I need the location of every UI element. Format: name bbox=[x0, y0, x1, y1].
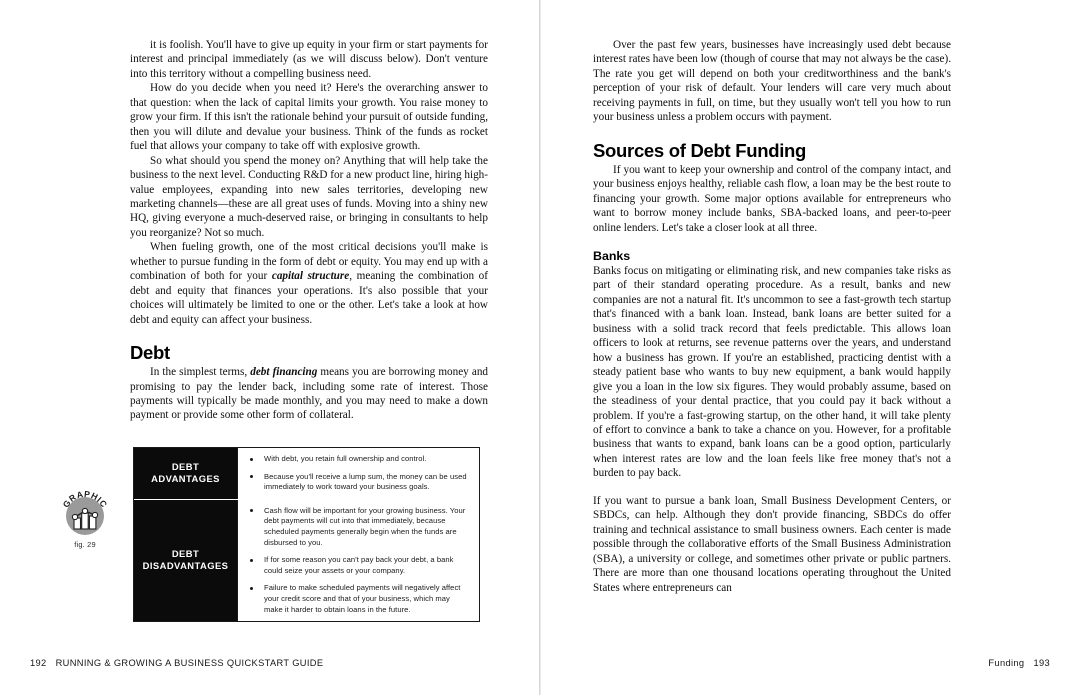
list-item-text: Cash flow will be important for your growing business. Your debt payments will cut into that immediately, because scheduled payments generally begin when the funds are disbursed to you. bbox=[264, 505, 466, 547]
heading-banks: Banks bbox=[593, 248, 631, 263]
row-label-debt-advantages bbox=[134, 448, 237, 499]
bullet-dot-icon bbox=[250, 587, 253, 590]
text-before-emphasis: When fueling growth, one of the most critical decisions you'll make is whether to pursue funding in the form of debt or equity. You may end up with a combination of both for your bbox=[130, 241, 488, 283]
paragraph: How do you decide when you need it? Here's the overarching answer to that question: when the lack of capital limits your growth. You raise money to grow your firm. If this isn't the rationale behind your pursuit of outside funding, then you will dilute and devalue your business. Think of the funds as rocket fuel that allows your company to take off with explosive growth. bbox=[130, 82, 488, 153]
bar-chart-line-icon bbox=[59, 486, 111, 538]
row-body-debt-advantages bbox=[237, 448, 479, 499]
running-title: RUNNING & GROWING A BUSINESS QUICKSTART GUIDE bbox=[55, 658, 324, 668]
heading-debt: Debt bbox=[130, 342, 170, 364]
badge-arc-label: GRAPHIC bbox=[60, 488, 110, 510]
paragraph: it is foolish. You'll have to give up equity in your firm or start payments for interest and principal immediately (as we will discuss below). Don't venture into this territory without a compelling business need. bbox=[130, 39, 488, 80]
paragraph-banks-1: Banks focus on mitigating or eliminating risk, and new companies take risks as part of their standard operating procedure. As a result, banks and new companies are not a natural fit. It's uncommon to see a fast-growth tech startup that's financed with a bank loan. Instead, bank loans are better suited for a business with a solid track record that feels predictable. This allows loan officers to look at returns, see revenue patterns over the years, and understand how a business has grown. If you're an established, practicing dentist with a steady patient base who wants to buy new equipment, a bank would happily give you a loan in the low six figures. They would probably assume, based on the steadiness of your dental practice, that you could pay it back without a problem. If you're a fast-growing startup, on the other hand, it will take plenty of effort to convince a bank to take a chance on you. However, for a profitable business that wants to expand, bank loans can be a good option, particularly when interest rates are low and the loan feels like free money that's not a burden to pay back. bbox=[593, 264, 951, 480]
bullet-list bbox=[246, 506, 469, 615]
label-line-2: DISADVANTAGES bbox=[142, 560, 229, 572]
page-number: 192 bbox=[30, 658, 47, 668]
list-item bbox=[246, 472, 469, 493]
bullet-dot-icon bbox=[250, 559, 253, 562]
list-item-text: With debt, you retain full ownership and control. bbox=[264, 454, 427, 463]
right-page bbox=[540, 0, 1080, 695]
left-page-text-column bbox=[130, 38, 488, 423]
bullet-dot-icon bbox=[250, 475, 253, 478]
list-item-text: Because you'll receive a lump sum, the money can be used immediately to work toward your business goals. bbox=[264, 471, 467, 492]
bullet-list bbox=[246, 454, 469, 493]
row-body-debt-disadvantages bbox=[237, 500, 479, 621]
text-after-emphasis: means you are borrowing money and promising to pay the lender back, including some rate of interest. Those payments will typically be made monthly, and you may need to make a down payment or provide some other form of collateral. bbox=[130, 366, 489, 422]
bullet-dot-icon bbox=[250, 509, 253, 512]
graphic-badge bbox=[56, 486, 114, 549]
right-page-footer bbox=[988, 658, 1050, 668]
list-item bbox=[246, 506, 469, 548]
label-line-1: DEBT bbox=[171, 461, 200, 473]
list-item bbox=[246, 454, 469, 465]
bullet-dot-icon bbox=[250, 458, 253, 461]
list-item-text: If for some reason you can't pay back your debt, a bank could seize your assets or your company. bbox=[264, 555, 454, 575]
right-page-text-column bbox=[593, 38, 951, 595]
emphasis-debt-financing: debt financing bbox=[250, 366, 318, 379]
table-row-disadvantages bbox=[134, 499, 479, 621]
figure-label: fig. 29 bbox=[74, 540, 96, 549]
paragraph-banks-2: If you want to pursue a bank loan, Small Business Development Centers, or SBDCs, can help. Although they don't provide financing, SBDCs do offer training and technical assistance to small business owners. Each center is made possible through the collaborative efforts of the Small Business Administration (SBA), a university or college, and sometimes other private or public partners. There are more than one thousand locations operating throughout the United States where entrepreneurs can bbox=[593, 494, 951, 594]
list-item bbox=[246, 555, 469, 576]
paragraph-sources: If you want to keep your ownership and control of the company intact, and your business enjoys healthy, reliable cash flow, a loan may be the best route to financing your growth. Some major options available for entrepreneurs who want to borrow money include banks, SBA-backed loans, and peer-to-peer online lenders. Let's take a closer look at all three. bbox=[593, 163, 951, 234]
table-row-advantages bbox=[134, 448, 479, 499]
paragraph-intro: Over the past few years, businesses have increasingly used debt because interest rates have been low (though of course that may not always be the case). The rate you get will depend on both your creditworthiness and the bank's perception of your risk of default. Your lenders will care very much about receiving payments in full, on time, but they usually won't tell you how to run your business unless a problem occurs with payment. bbox=[593, 39, 951, 124]
page-number: 193 bbox=[1033, 658, 1050, 668]
text-before-emphasis: In the simplest terms, bbox=[150, 366, 251, 379]
paragraph-debt-financing bbox=[130, 365, 488, 423]
label-line-2: ADVANTAGES bbox=[151, 473, 220, 485]
paragraph: So what should you spend the money on? Anything that will help take the business to the next level. Conducting R&D for a new product line, hiring high-value employees, expanding into new sales territories, developing new marketing channels—these are all great uses of funds. Moving into a shiny new HQ, giving everyone a much-deserved raise, or bringing in consultants to help you reorganize? Not so much. bbox=[130, 154, 488, 239]
debt-pros-cons-table bbox=[133, 447, 480, 622]
running-title: Funding bbox=[988, 658, 1025, 668]
list-item-text: Failure to make scheduled payments will negatively affect your credit score and that of your business, which may make it harder to obtain loans in the future. bbox=[264, 583, 461, 614]
text-after-emphasis: , meaning the combination of debt and equity that finances your operations. It's also possible that your choices will ultimately be limited to one or the other. Let's take a look at how debt and equity can affect your business. bbox=[130, 270, 488, 326]
row-label-debt-disadvantages bbox=[134, 500, 237, 621]
left-page-footer bbox=[30, 658, 323, 668]
paragraph-capital-structure bbox=[130, 240, 488, 327]
emphasis-capital-structure: capital structure bbox=[271, 270, 350, 283]
list-item bbox=[246, 583, 469, 615]
label-line-1: DEBT bbox=[171, 548, 200, 560]
heading-sources-of-debt-funding: Sources of Debt Funding bbox=[593, 139, 807, 161]
